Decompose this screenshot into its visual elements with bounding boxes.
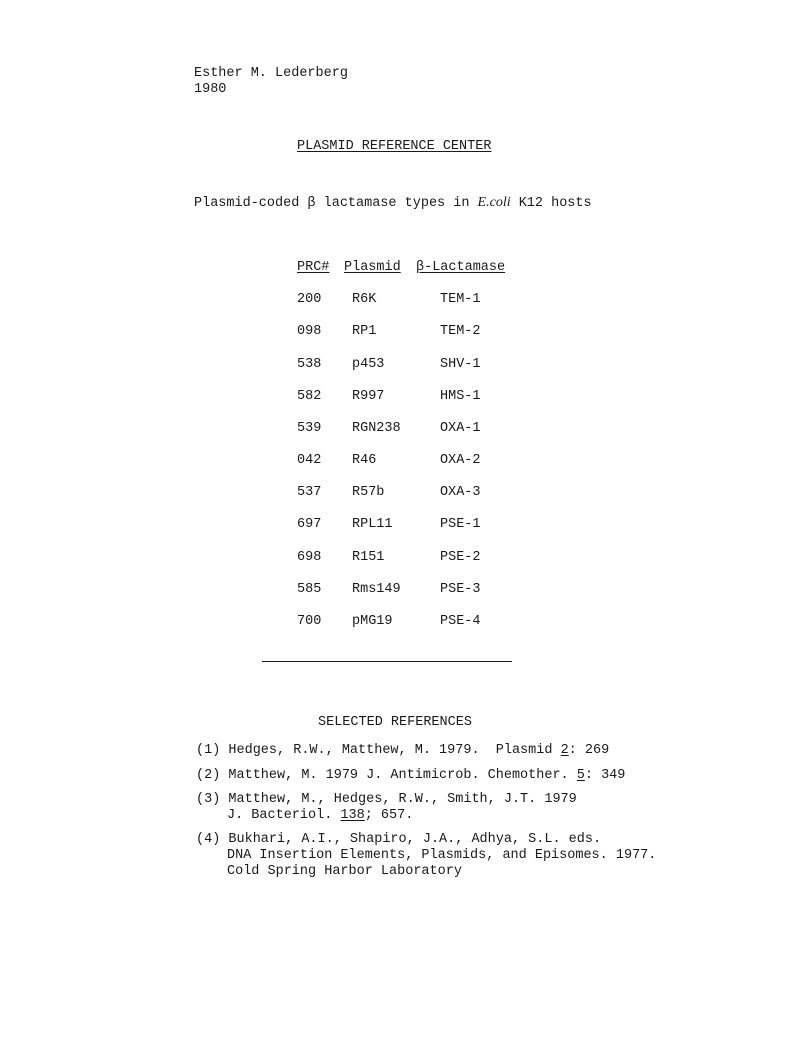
document-year: 1980 [194, 82, 227, 97]
cell-lactamase: TEM-2 [440, 324, 481, 339]
header-prc: PRC# [297, 260, 330, 275]
reference-pages: ; 657. [364, 808, 414, 823]
cell-lactamase: HMS-1 [440, 389, 481, 404]
reference-text: (1) Hedges, R.W., Matthew, M. 1979. Plasmid [196, 743, 561, 758]
reference-text: J. Bacteriol. [227, 808, 341, 823]
cell-plasmid: R151 [352, 550, 385, 565]
reference-volume: 5 [576, 768, 585, 783]
subtitle-suffix: K12 hosts [510, 196, 592, 211]
cell-lactamase: PSE-4 [440, 614, 481, 629]
reference-item: (3) Matthew, M., Hedges, R.W., Smith, J.T. 1979 [196, 792, 577, 807]
cell-lactamase: PSE-1 [440, 517, 481, 532]
cell-plasmid: R57b [352, 485, 385, 500]
subtitle-organism: E.coli [477, 195, 511, 210]
cell-lactamase: OXA-3 [440, 485, 481, 500]
author-name: Esther M. Lederberg [194, 66, 348, 81]
cell-lactamase: OXA-2 [440, 453, 481, 468]
cell-plasmid: pMG19 [352, 614, 393, 629]
header-lactamase: β-Lactamase [416, 260, 506, 275]
cell-plasmid: RP1 [352, 324, 377, 339]
reference-pages: : 269 [568, 743, 610, 758]
reference-volume: 2 [560, 743, 569, 758]
cell-plasmid: p453 [352, 357, 385, 372]
reference-item-cont: DNA Insertion Elements, Plasmids, and Episomes. 1977. [227, 848, 657, 863]
reference-item-cont [227, 808, 413, 823]
cell-plasmid: RPL11 [352, 517, 393, 532]
reference-item [196, 743, 609, 758]
header-plasmid: Plasmid [344, 260, 401, 275]
cell-prc: 539 [297, 421, 322, 436]
reference-text: (2) Matthew, M. 1979 J. Antimicrob. Chemother. [196, 768, 577, 783]
cell-plasmid: R6K [352, 292, 377, 307]
cell-prc: 042 [297, 453, 322, 468]
cell-plasmid: R46 [352, 453, 377, 468]
cell-plasmid: RGN238 [352, 421, 401, 436]
cell-prc: 200 [297, 292, 322, 307]
reference-volume: 138 [340, 808, 365, 823]
cell-prc: 098 [297, 324, 322, 339]
cell-prc: 697 [297, 517, 322, 532]
cell-prc: 585 [297, 582, 322, 597]
cell-prc: 700 [297, 614, 322, 629]
cell-prc: 537 [297, 485, 322, 500]
cell-prc: 538 [297, 357, 322, 372]
cell-lactamase: SHV-1 [440, 357, 481, 372]
cell-lactamase: TEM-1 [440, 292, 481, 307]
reference-pages: : 349 [584, 768, 626, 783]
document-subtitle [194, 195, 592, 211]
cell-lactamase: OXA-1 [440, 421, 481, 436]
subtitle-prefix: Plasmid-coded β lactamase types in [194, 196, 478, 211]
reference-item [196, 768, 625, 783]
references-title: SELECTED REFERENCES [318, 715, 472, 730]
cell-prc: 582 [297, 389, 322, 404]
reference-item: (4) Bukhari, A.I., Shapiro, J.A., Adhya, S.L. eds. [196, 832, 602, 847]
center-title: PLASMID REFERENCE CENTER [297, 139, 492, 154]
cell-lactamase: PSE-3 [440, 582, 481, 597]
section-divider [262, 661, 512, 662]
reference-item-cont: Cold Spring Harbor Laboratory [227, 864, 462, 879]
cell-lactamase: PSE-2 [440, 550, 481, 565]
cell-prc: 698 [297, 550, 322, 565]
cell-plasmid: R997 [352, 389, 385, 404]
cell-plasmid: Rms149 [352, 582, 401, 597]
